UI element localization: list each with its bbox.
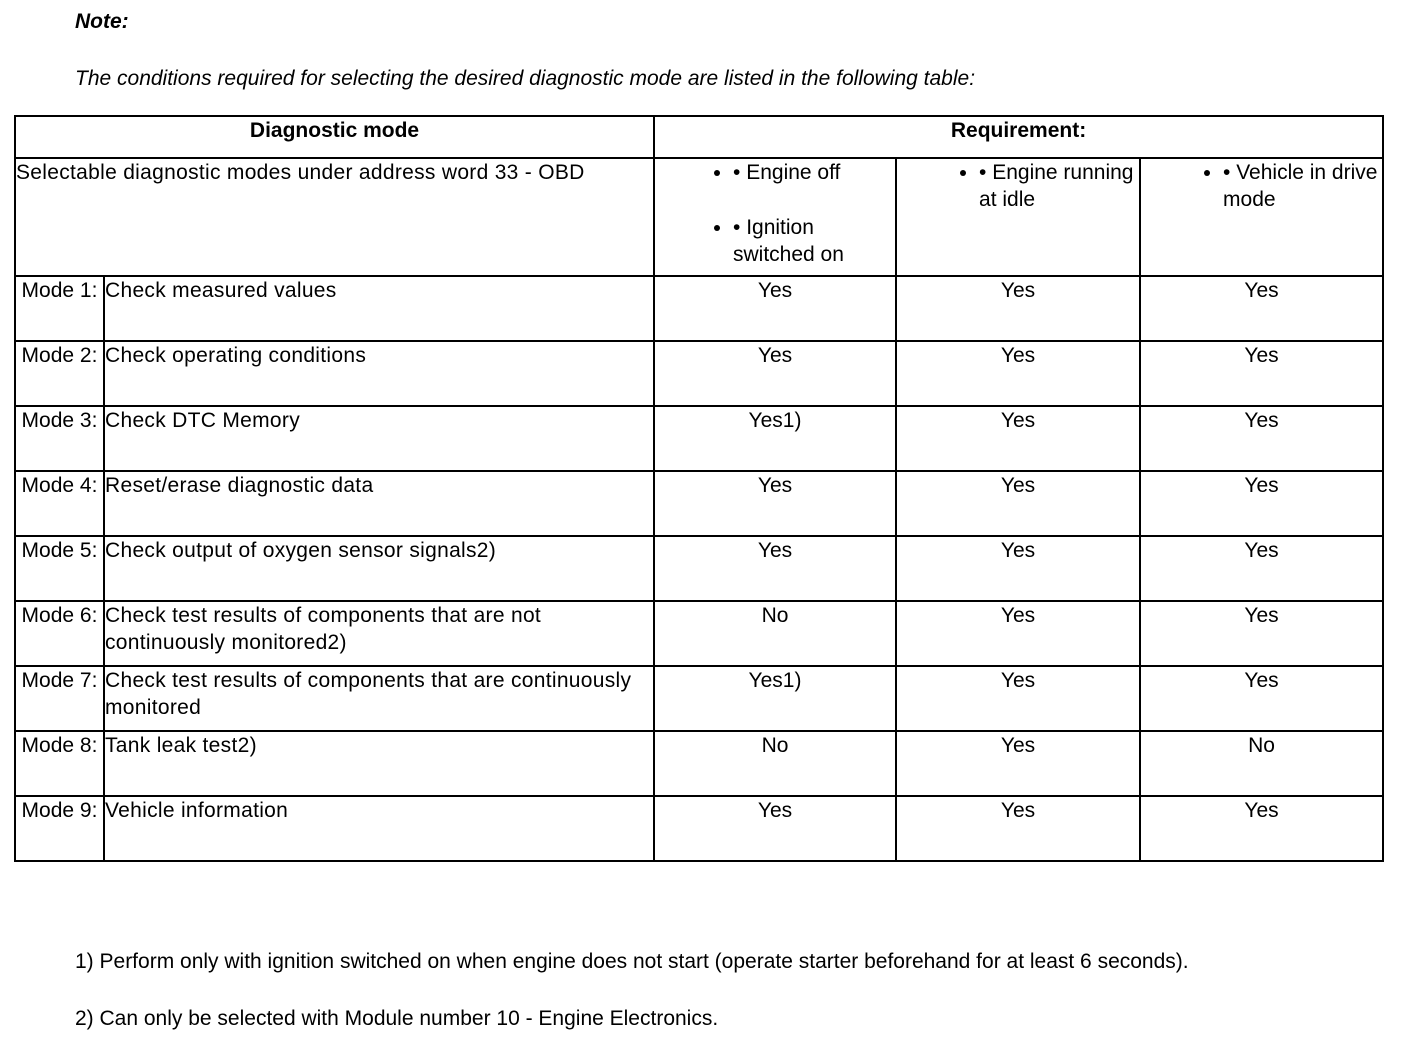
- table-row: [15, 731, 1383, 796]
- table-row: [15, 601, 1383, 666]
- mode-number: Mode 1:: [15, 276, 104, 341]
- value-engine-off: No: [654, 731, 896, 796]
- value-engine-idle: Yes: [896, 601, 1140, 666]
- requirement-list: [655, 159, 895, 268]
- value-drive-mode: Yes: [1140, 276, 1383, 341]
- table-row: [15, 276, 1383, 341]
- footnote-2: 2) Can only be selected with Module number 10 - Engine Electronics.: [75, 1007, 719, 1030]
- value-engine-off: Yes: [654, 471, 896, 536]
- table-row: [15, 536, 1383, 601]
- value-engine-idle: Yes: [896, 796, 1140, 861]
- table-row: [15, 666, 1383, 731]
- requirements-row: [15, 158, 1383, 276]
- requirement-engine-idle: [896, 158, 1140, 276]
- value-drive-mode: Yes: [1140, 601, 1383, 666]
- mode-description: Check DTC Memory: [104, 406, 654, 471]
- value-engine-off: Yes: [654, 276, 896, 341]
- requirement-item: • • Vehicle in drive mode: [1223, 159, 1382, 213]
- value-engine-off: Yes: [654, 796, 896, 861]
- mode-description: Reset/erase diagnostic data: [104, 471, 654, 536]
- value-drive-mode: Yes: [1140, 471, 1383, 536]
- requirement-item: • • Ignition switched on: [733, 214, 895, 268]
- requirement-list: [897, 159, 1139, 213]
- mode-number: Mode 5:: [15, 536, 104, 601]
- value-engine-off: Yes: [654, 341, 896, 406]
- value-engine-off: Yes: [654, 536, 896, 601]
- header-diagnostic-mode: Diagnostic mode: [15, 116, 654, 158]
- mode-number: Mode 7:: [15, 666, 104, 731]
- value-engine-idle: Yes: [896, 471, 1140, 536]
- mode-description: Check test results of components that are continuously monitored: [104, 666, 654, 731]
- value-engine-idle: Yes: [896, 341, 1140, 406]
- requirement-list: [1141, 159, 1382, 213]
- value-engine-idle: Yes: [896, 536, 1140, 601]
- value-engine-idle: Yes: [896, 276, 1140, 341]
- table-row: [15, 341, 1383, 406]
- table-row: [15, 406, 1383, 471]
- value-engine-off: Yes1): [654, 666, 896, 731]
- diagnostic-mode-table: [14, 115, 1384, 862]
- footnote-1: 1) Perform only with ignition switched on when engine does not start (operate starter beforehand for at least 6 seconds).: [75, 950, 1189, 973]
- mode-description: Check measured values: [104, 276, 654, 341]
- mode-number: Mode 6:: [15, 601, 104, 666]
- value-drive-mode: Yes: [1140, 341, 1383, 406]
- mode-number: Mode 8:: [15, 731, 104, 796]
- requirement-drive-mode: [1140, 158, 1383, 276]
- value-drive-mode: Yes: [1140, 666, 1383, 731]
- value-engine-idle: Yes: [896, 731, 1140, 796]
- mode-number: Mode 9:: [15, 796, 104, 861]
- requirement-item: • • Engine off: [733, 159, 895, 186]
- value-engine-idle: Yes: [896, 406, 1140, 471]
- mode-number: Mode 4:: [15, 471, 104, 536]
- table-header-row: [15, 116, 1383, 158]
- mode-number: Mode 2:: [15, 341, 104, 406]
- mode-description: Tank leak test2): [104, 731, 654, 796]
- mode-description: Check test results of components that are not continuously monitored2): [104, 601, 654, 666]
- value-drive-mode: No: [1140, 731, 1383, 796]
- intro-text: The conditions required for selecting the desired diagnostic mode are listed in the following table:: [75, 67, 976, 90]
- value-drive-mode: Yes: [1140, 406, 1383, 471]
- value-engine-off: No: [654, 601, 896, 666]
- table-row: [15, 471, 1383, 536]
- selectable-modes-label: Selectable diagnostic modes under address word 33 - OBD: [15, 158, 654, 276]
- header-requirement: Requirement:: [654, 116, 1383, 158]
- requirement-item: • • Engine running at idle: [979, 159, 1139, 213]
- note-title: Note:: [75, 10, 129, 33]
- requirement-engine-off: [654, 158, 896, 276]
- mode-description: Check operating conditions: [104, 341, 654, 406]
- mode-number: Mode 3:: [15, 406, 104, 471]
- value-drive-mode: Yes: [1140, 536, 1383, 601]
- value-engine-off: Yes1): [654, 406, 896, 471]
- mode-description: Vehicle information: [104, 796, 654, 861]
- table-row: [15, 796, 1383, 861]
- mode-description: Check output of oxygen sensor signals2): [104, 536, 654, 601]
- value-drive-mode: Yes: [1140, 796, 1383, 861]
- value-engine-idle: Yes: [896, 666, 1140, 731]
